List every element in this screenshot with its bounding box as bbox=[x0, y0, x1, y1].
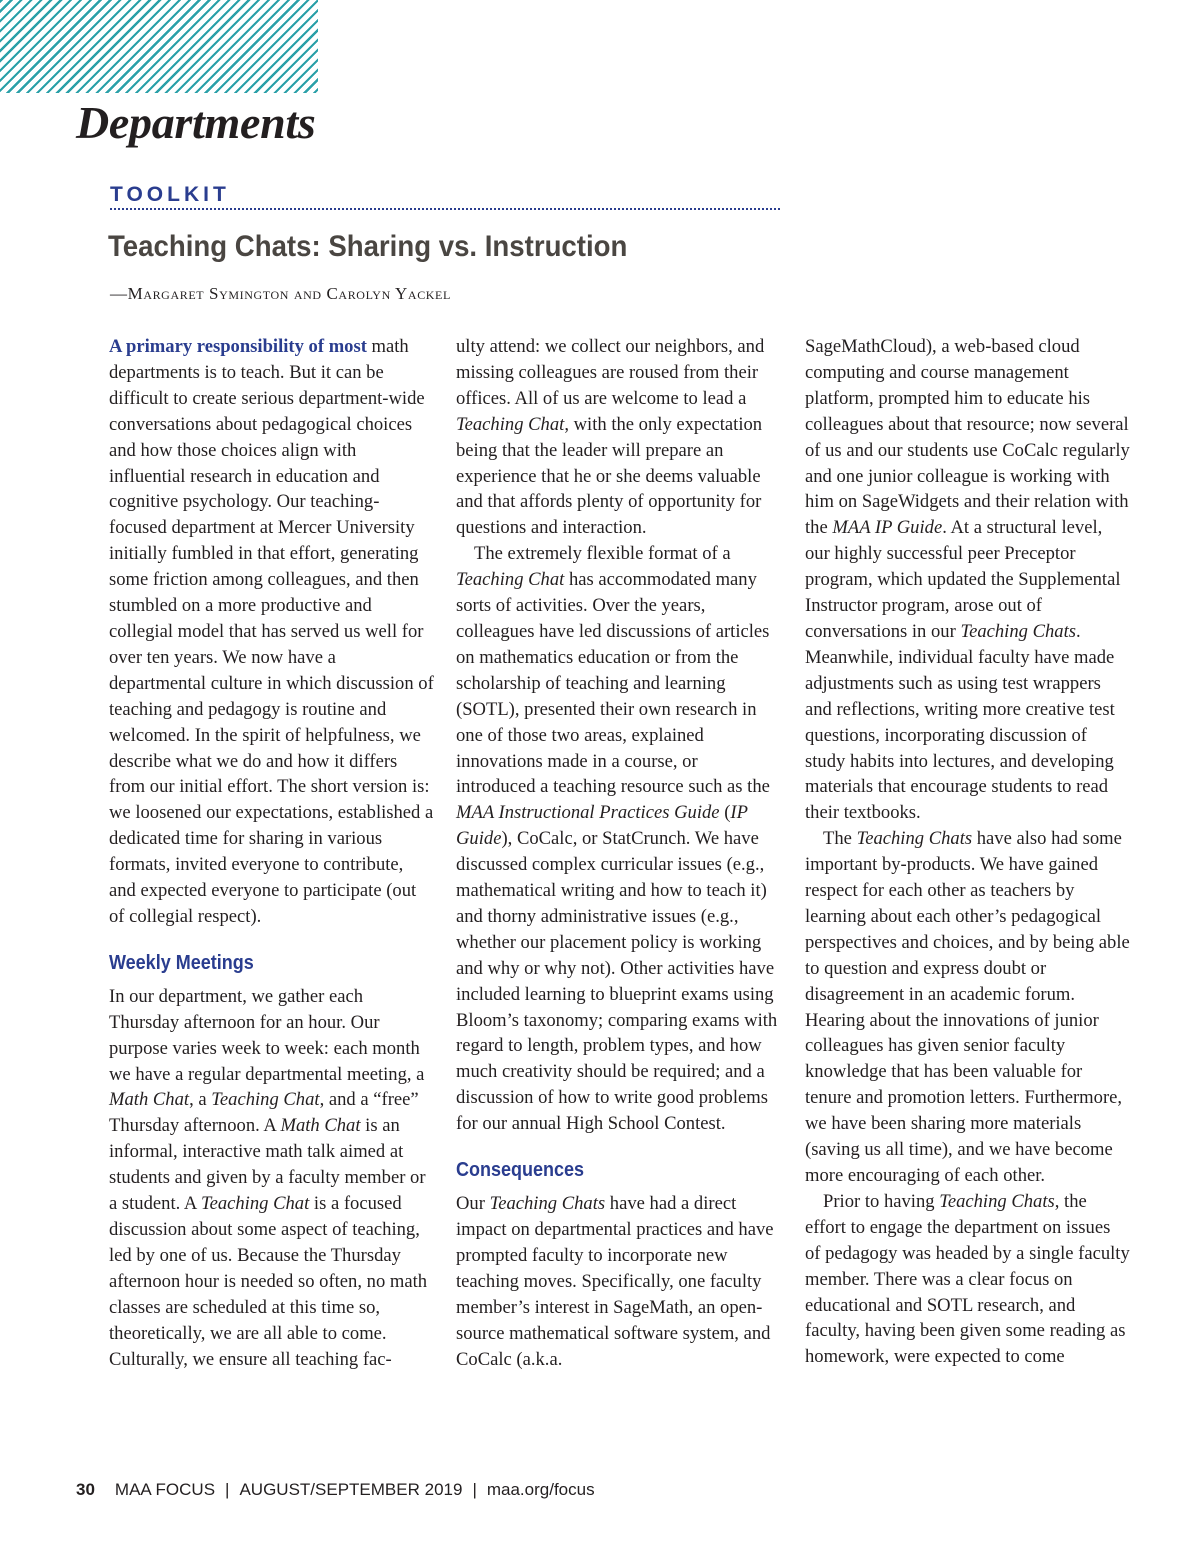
emphasis: Teaching Chat bbox=[456, 413, 565, 435]
emphasis: MAA IP Guide bbox=[832, 517, 943, 539]
text: Prior to having bbox=[823, 1190, 940, 1212]
decorative-stripes bbox=[0, 0, 318, 93]
subhead-weekly-meetings: Weekly Meetings bbox=[109, 951, 254, 974]
text: Our bbox=[456, 1193, 490, 1215]
text: . At a structural level, our highly successful peer Preceptor program, which updated the Supplemental Instructor program, arose out of conversations in our bbox=[805, 517, 1121, 642]
emphasis: Teaching Chat bbox=[456, 569, 565, 591]
dotted-divider bbox=[110, 208, 780, 210]
text: math departments is to teach. But it can be difficult to create serious department-wide conversations about pedagogical choices and how those choices align with influential research in education and cognitive psychology. Our teaching-focused department at Mercer University initially fumbled in that effort, generating some friction among colleagues, and then stumbled on a more productive and collegial model that has served us well for over ten years. We now have a departmental culture in which discussion of teaching and pedagogy is routine and welcomed. In the spirit of helpfulness, we describe what we do and how it differs from our initial effort. The short version is: we loosened our expectations, established a dedicated time for sharing in various formats, invited everyone to contribute, and expected everyone to participate (out of collegial respect). bbox=[109, 336, 434, 927]
column-3 bbox=[805, 334, 1130, 1370]
text: have also had some important by-products. We have gained respect for each other as teachers by learning about each other’s pedagogical perspectives and choices, and by being able to question and express doubt or disagreement in an academic forum. Hearing about the innovations of junior colleagues has given senior faculty knowledge that has been valuable for tenure and promotion letters. Furthermore, we have been sharing more materials (saving us all time), and we have become more encouraging of each other. bbox=[805, 828, 1130, 1186]
text: The bbox=[823, 828, 857, 850]
emphasis: Teaching Chat bbox=[200, 1193, 310, 1215]
emphasis: Teaching Chats bbox=[489, 1193, 606, 1215]
paragraph bbox=[456, 334, 781, 541]
text: . Meanwhile, individual faculty have made adjustments such as using test wrappers and reflections, writing more creative test questions, incorporating discussion of study habits into lectures, and developing materials that encourage students to read their textbooks. bbox=[805, 620, 1115, 824]
paragraph bbox=[109, 984, 434, 1373]
lead-in: A primary responsibility of most bbox=[109, 336, 367, 357]
column-2 bbox=[456, 334, 781, 1372]
text: ), CoCalc, or StatCrunch. We have discussed complex curricular issues (e.g., mathematical writing and how to teach it) and thorny administrative issues (e.g., whether our placement policy is working and why or why not). Other activities have included learning to blueprint exams using Bloom’s taxonomy; comparing exams with regard to length, problem types, and how much creativity should be required; and a discussion of how to write good problems for our annual High School Contest. bbox=[456, 828, 778, 1135]
text: , a bbox=[189, 1089, 212, 1111]
text: , the effort to engage the department on issues of pedagogy was headed by a single faculty member. There was a clear focus on educational and SOTL research, and faculty, having been given some reading as homework, were expected to come bbox=[805, 1190, 1130, 1368]
text: ( bbox=[719, 802, 731, 824]
emphasis: MAA Instructional Practices Guide bbox=[456, 802, 720, 824]
magazine-name: MAA FOCUS bbox=[114, 1480, 216, 1499]
text: has accommodated many sorts of activities. Over the years, colleagues have led discussions of articles on mathematics education or from the scholarship of teaching and learning (SOTL), presented their own research in one of those two areas, explained innovations made in a course, or introduced a teaching resource such as the bbox=[456, 569, 770, 798]
footer-separator: | bbox=[472, 1480, 477, 1499]
footer-separator: | bbox=[225, 1480, 230, 1499]
page-number: 30 bbox=[76, 1480, 95, 1499]
page-footer bbox=[76, 1480, 595, 1500]
issue-date: AUGUST/SEPTEMBER 2019 bbox=[239, 1480, 463, 1499]
paragraph bbox=[456, 541, 781, 1137]
emphasis: Teaching Chats bbox=[960, 620, 1076, 642]
text: In our department, we gather each Thursday afternoon for an hour. Our purpose varies week to week: each month we have a regular departmental meeting, a bbox=[109, 985, 425, 1085]
text: is an informal, interactive math talk aimed at students and given by a faculty member or a student. A bbox=[109, 1115, 426, 1215]
text: , and a “free” Thursday afternoon. A bbox=[109, 1089, 419, 1137]
paragraph bbox=[109, 334, 434, 930]
paragraph bbox=[805, 826, 1130, 1189]
text: The extremely flexible format of a bbox=[474, 543, 731, 565]
text: have had a direct impact on departmental practices and have prompted faculty to incorporate new teaching moves. Specifically, one faculty member’s interest in SageMath, an open-source mathematical software system, and CoCalc (a.k.a. bbox=[456, 1193, 774, 1370]
text: ulty attend: we collect our neighbors, and missing colleagues are roused from their offices. All of us are welcome to lead a bbox=[456, 336, 765, 409]
emphasis: Math Chat bbox=[109, 1089, 190, 1111]
subhead-consequences: Consequences bbox=[456, 1159, 585, 1182]
text: , with the only expectation being that the leader will prepare an experience that he or she deems valuable and that affords plenty of opportunity for questions and interaction. bbox=[456, 413, 763, 539]
paragraph bbox=[456, 1191, 781, 1372]
department-heading: Departments bbox=[76, 97, 316, 148]
text: SageMathCloud), a web-based cloud computing and course management platform, prompted him to educate his colleagues about that resource; now several of us and our students use CoCalc regularly and one junior colleague is working with him on SageWidgets and their relation with the bbox=[805, 336, 1130, 539]
column-1 bbox=[109, 334, 434, 1372]
section-label: TOOLKIT bbox=[110, 183, 230, 206]
emphasis: Teaching Chats bbox=[856, 828, 973, 850]
text: is a focused discussion about some aspect of teaching, led by one of us. Because the Thursday afternoon hour is needed so often, no math classes are scheduled at this time so, theoretically, we are all able to come. Culturally, we ensure all teaching fac- bbox=[109, 1193, 428, 1370]
emphasis: Teaching Chats bbox=[939, 1190, 1055, 1212]
paragraph bbox=[805, 1189, 1130, 1370]
paragraph bbox=[805, 334, 1130, 826]
emphasis: Teaching Chat bbox=[211, 1089, 320, 1111]
emphasis: Math Chat bbox=[280, 1115, 361, 1137]
footer-url: maa.org/focus bbox=[486, 1480, 595, 1499]
byline: —Margaret Symington and Carolyn Yackel bbox=[110, 284, 451, 303]
emphasis: IP Guide bbox=[456, 802, 748, 850]
article-title: Teaching Chats: Sharing vs. Instruction bbox=[108, 230, 628, 263]
